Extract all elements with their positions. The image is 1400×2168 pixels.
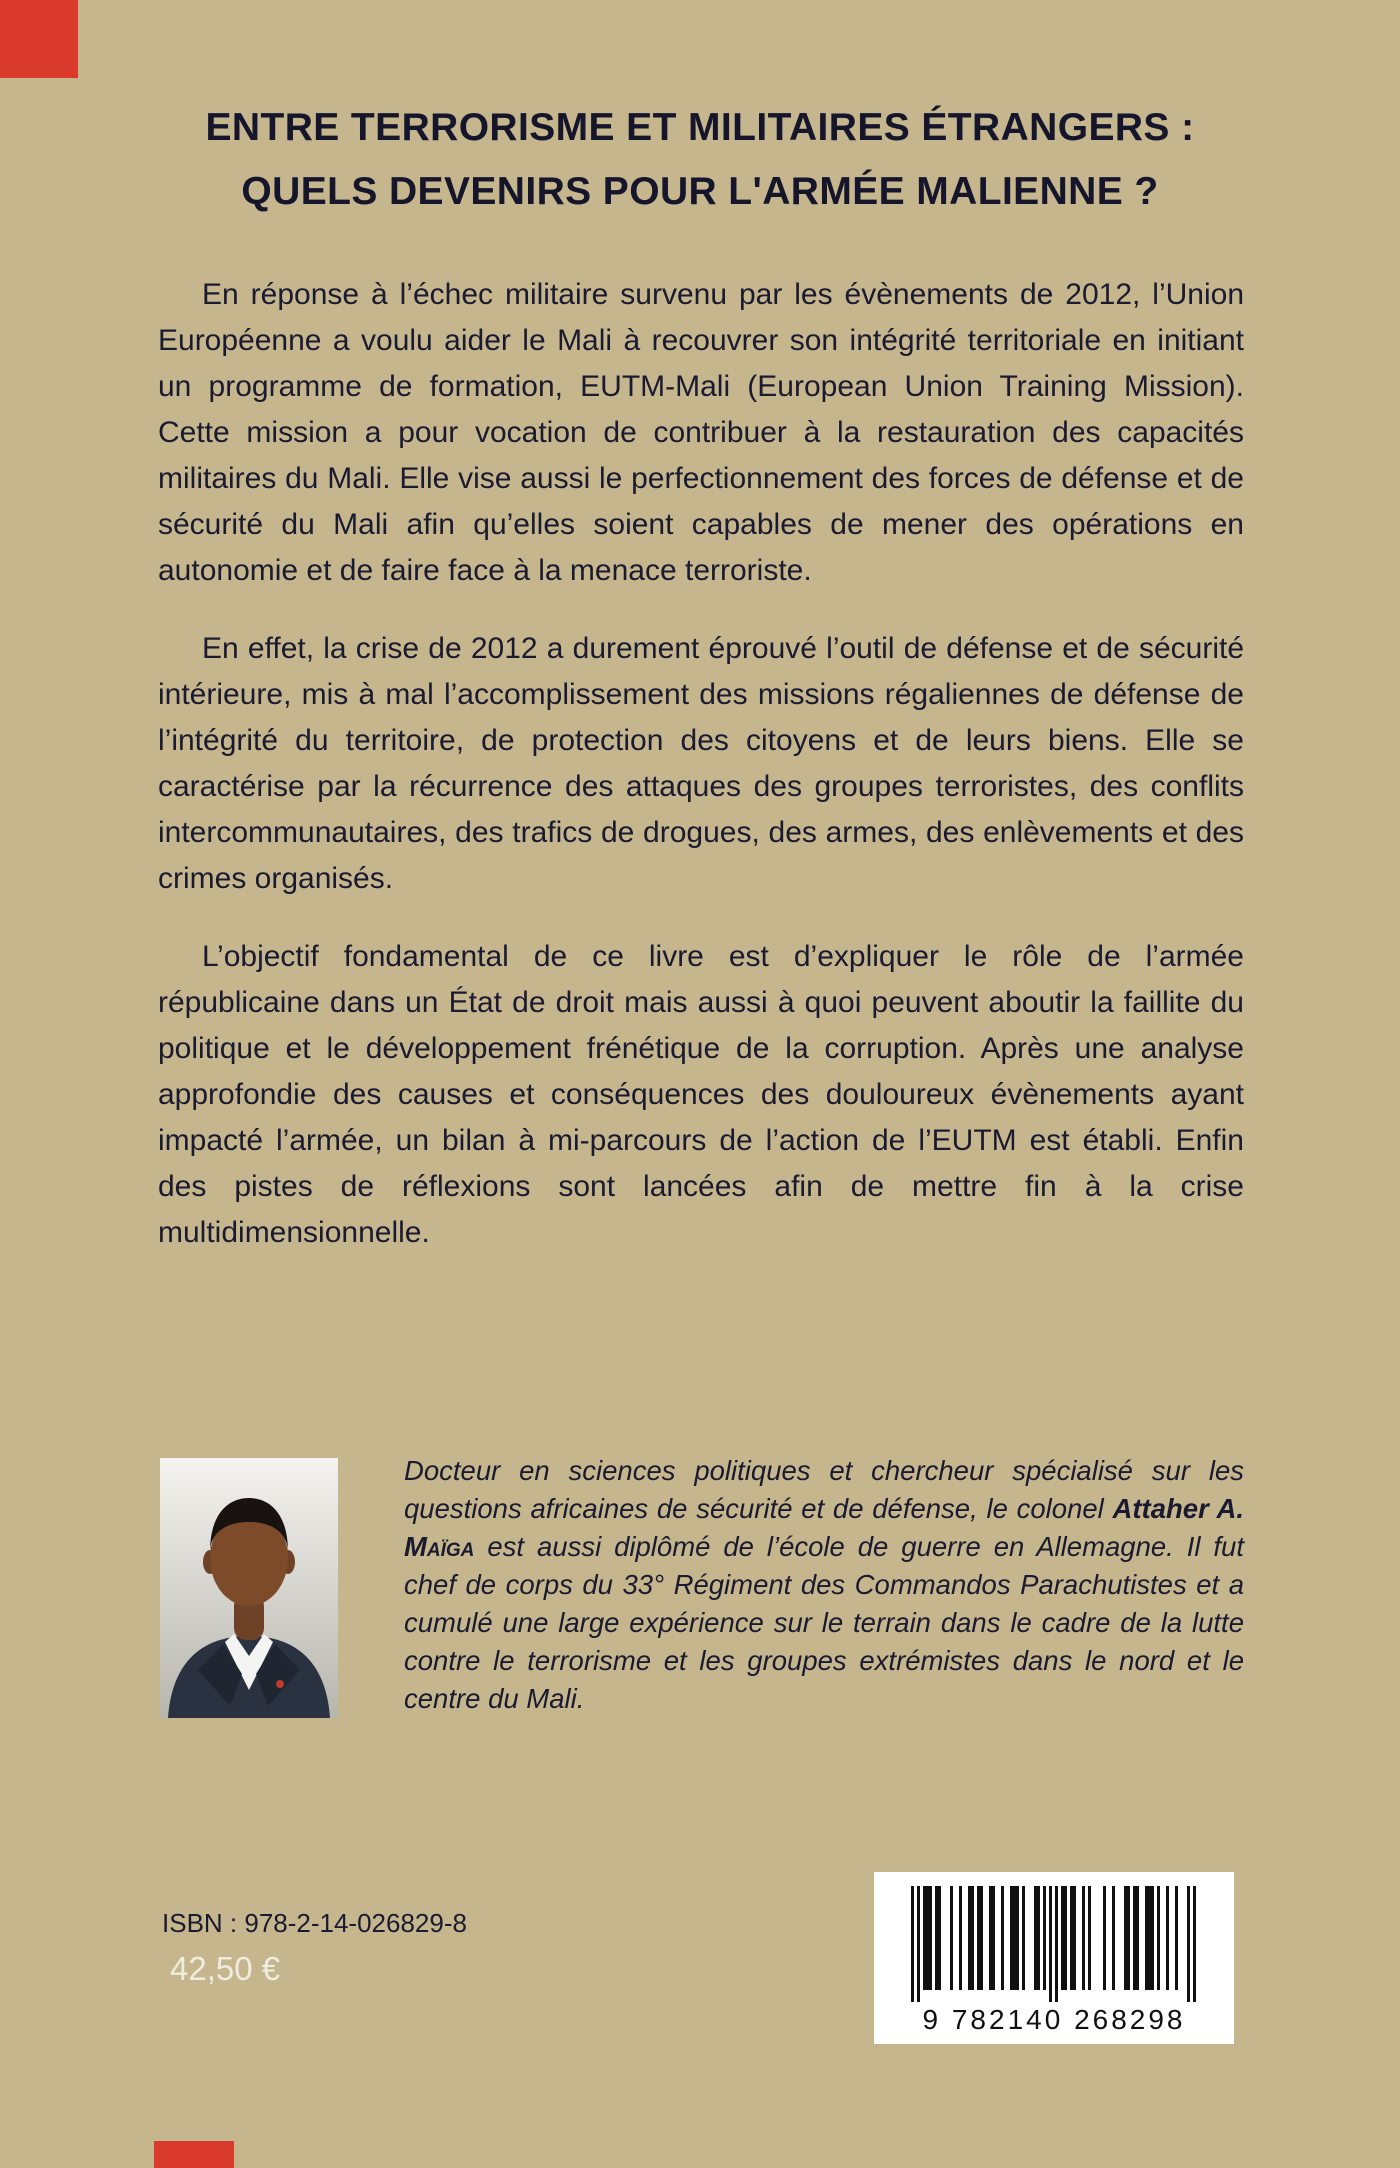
svg-text:9 782140 268298: 9 782140 268298: [922, 2004, 1186, 2034]
barcode-bars: [889, 1882, 1219, 2034]
spine-mark-top: [0, 0, 78, 78]
price-label: 42,50 €: [170, 1950, 281, 1987]
isbn-label: ISBN : 978-2-14-026829-8: [162, 1908, 467, 1938]
synopsis-paragraph-1: En réponse à l’échec militaire survenu par les évènements de 2012, l’Union Européenne a voulu aider le Mali à recouvrer son intégrité territoriale en initiant un programme de formation, EUTM-Mali (European Union Training Mission). Cette mission a pour vocation de contribuer à la restauration des capacités militaires du Mali. Elle vise aussi le perfectionnement des forces de défense et de sécurité du Mali afin qu’elles soient capables de mener des opérations en autonomie et de faire face à la menace terroriste.: [158, 278, 1244, 587]
author-first-name: Attaher A.: [1112, 1493, 1244, 1524]
author-photo: [160, 1458, 338, 1718]
spine-mark-bottom: [154, 2141, 234, 2168]
author-last-name: Maïga: [404, 1531, 475, 1562]
synopsis: [158, 272, 1244, 1288]
title-block: [70, 96, 1330, 224]
title-line-2: QUELS DEVENIRS POUR L'ARMÉE MALIENNE ?: [241, 170, 1159, 213]
author-portrait-illustration: [160, 1458, 338, 1718]
author-bio: [404, 1452, 1244, 1718]
title-line-1: ENTRE TERRORISME ET MILITAIRES ÉTRANGERS :: [205, 106, 1195, 149]
synopsis-paragraph-2: En effet, la crise de 2012 a durement éprouvé l’outil de défense et de sécurité intérieure, mis à mal l’accomplissement des missions régaliennes de défense de l’intégrité du territoire, de protection des citoyens et de leurs biens. Elle se caractérise par la récurrence des attaques des groupes terroristes, des conflits intercommunautaires, des trafics de drogues, des armes, des enlèvements et des crimes organisés.: [158, 632, 1244, 895]
barcode: [874, 1872, 1234, 2044]
bio-text-lead: Docteur en sciences politiques et chercheur spécialisé sur les questions africaines de sécurité et de défense, le colonel: [404, 1455, 1244, 1524]
bio-text-tail: est aussi diplômé de l’école de guerre en Allemagne. Il fut chef de corps du 33° Régiment des Commandos Parachutistes et a cumulé une large expérience sur le terrain dans le cadre de la lutte contre le terrorisme et les groupes extrémistes dans le nord et le centre du Mali.: [404, 1531, 1244, 1714]
author-section: [160, 1455, 1244, 1718]
synopsis-paragraph-3: L’objectif fondamental de ce livre est d’expliquer le rôle de l’armée républicaine dans un État de droit mais aussi à quoi peuvent aboutir la faillite du politique et le développement frénétique de la corruption. Après une analyse approfondie des causes et conséquences des douloureux évènements ayant impacté l’armée, un bilan à mi-parcours de l’action de l’EUTM est établi. Enfin des pistes de réflexions sont lancées afin de mettre fin à la crise multidimensionnelle.: [158, 940, 1244, 1249]
